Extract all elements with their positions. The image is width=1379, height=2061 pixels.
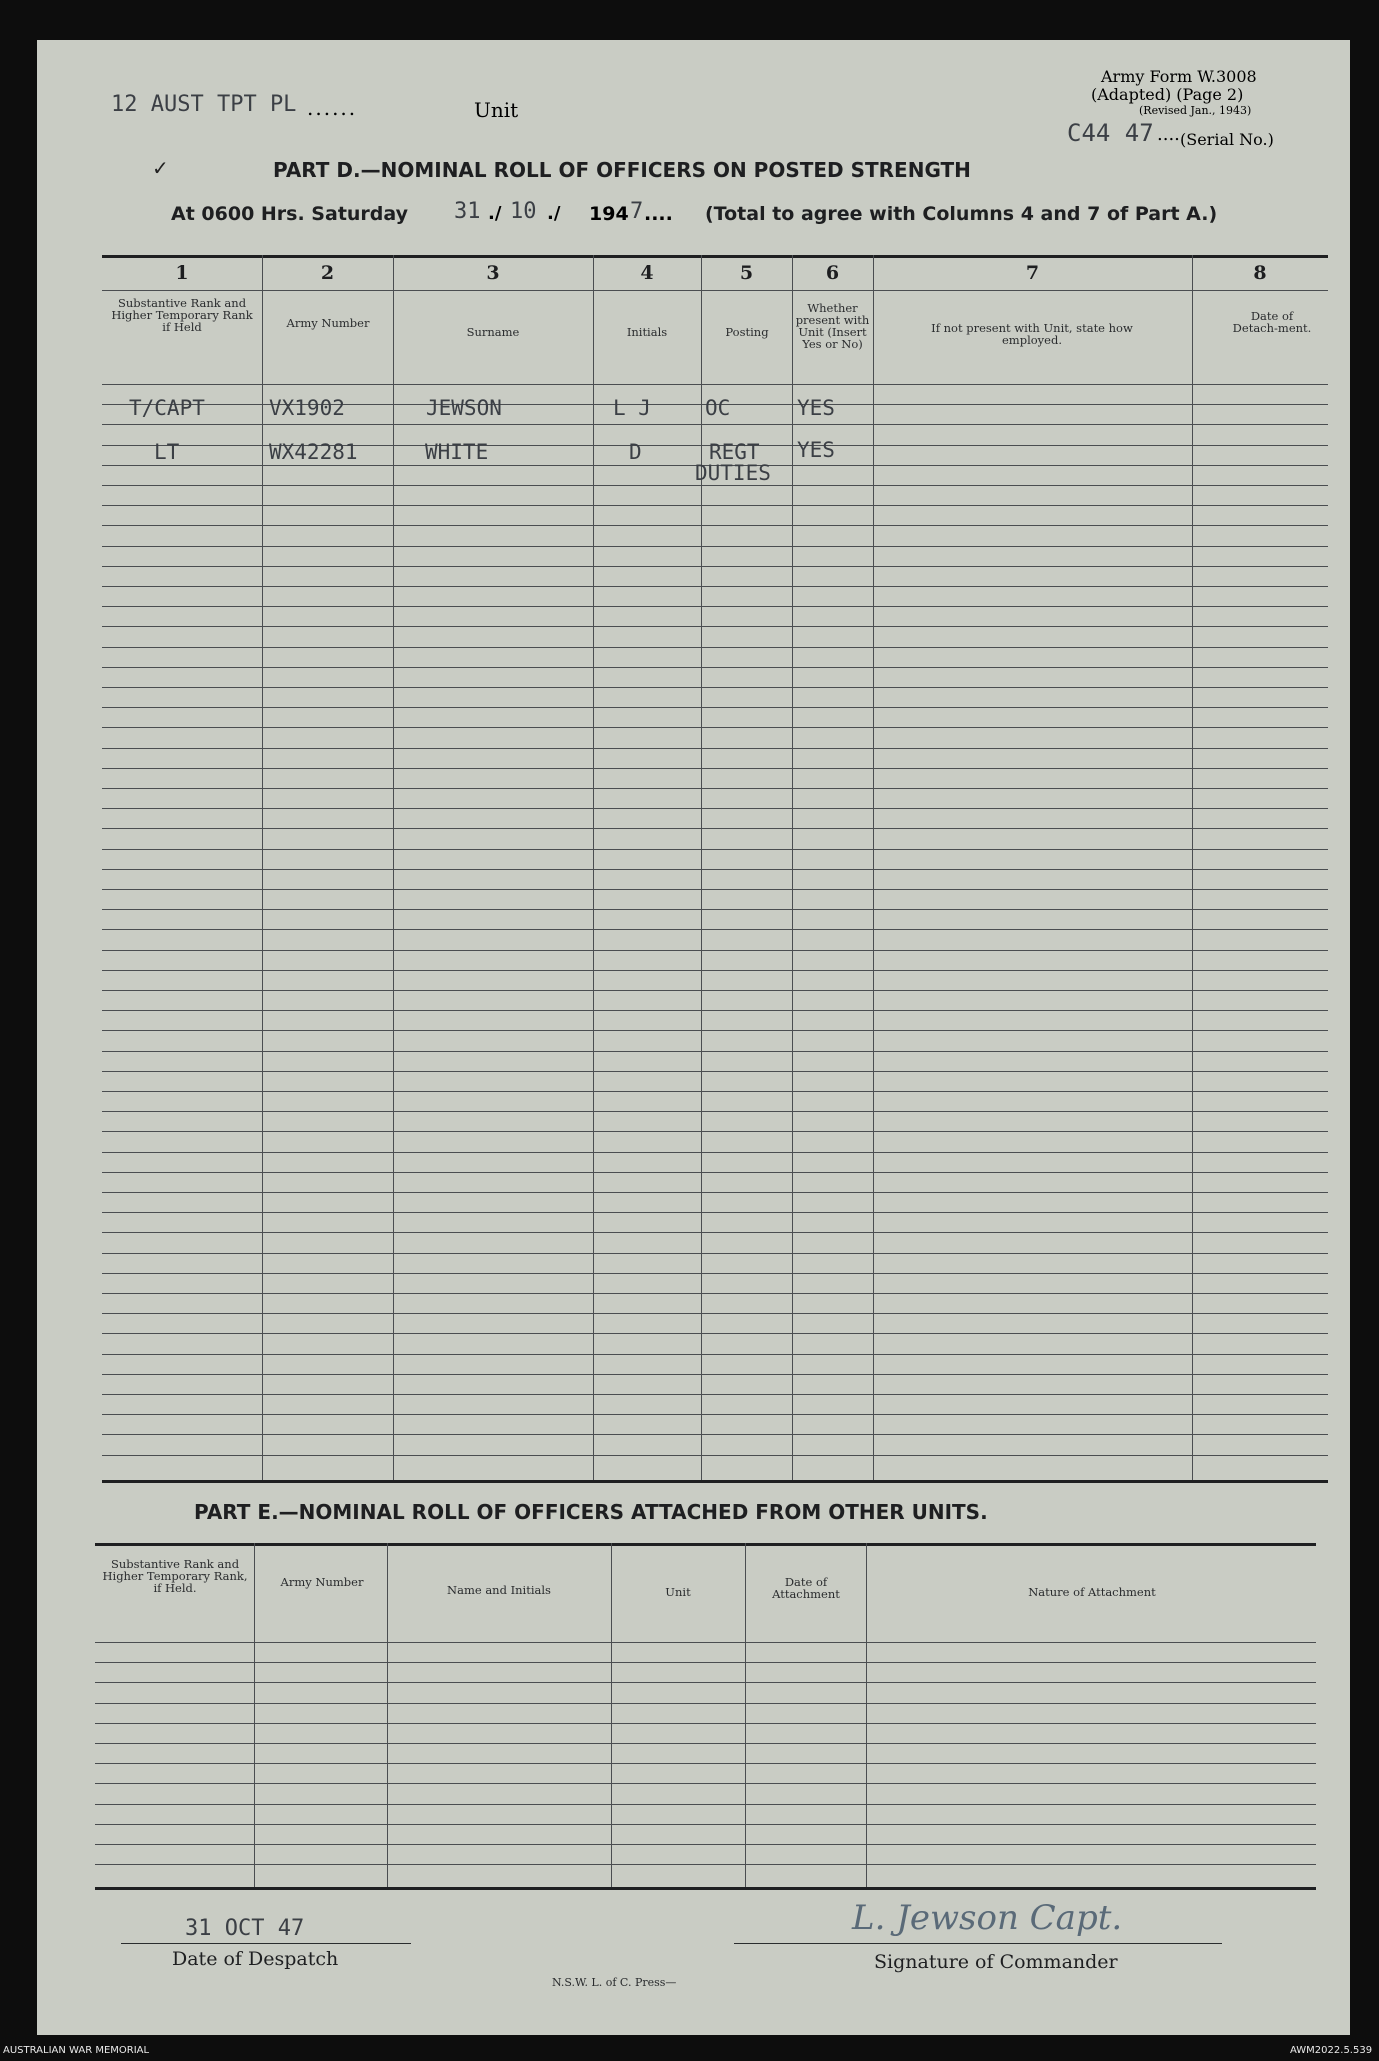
ruled-line [102,1253,1328,1254]
col-num-2: 2 [320,262,335,284]
unit-dots: ...... [307,96,358,120]
date-sep-2: ./ [547,203,561,224]
part-e-head-nature: Nature of Attachment [1028,1585,1156,1599]
form-sheet [37,40,1350,2035]
serial-dots: .... [1157,124,1180,145]
footer-right: AWM2022.5.539 [1290,2045,1373,2056]
row2-surname: WHITE [425,440,489,464]
ruled-line [102,1354,1328,1355]
ruled-line [102,1152,1328,1153]
ruled-line [95,1804,1316,1805]
col-head-how-employed: If not present with Unit, state how employed. [931,321,1133,347]
ruled-line [102,950,1328,951]
part-e-head-army-number: Army Number [280,1575,364,1589]
ruled-line [102,1414,1328,1415]
unit-label: Unit [474,98,519,122]
date-day: 31 [454,199,481,224]
date-sep-1: ./ [488,203,502,224]
col-head-date-detach: Date of Detach-ment. [1232,309,1312,335]
ruled-line [102,586,1328,587]
col-head-surname: Surname [466,325,520,339]
army-form: Army Form W.3008 [1101,67,1257,86]
ruled-line [95,1844,1316,1845]
row2-army-number: WX42281 [269,440,358,464]
ruled-line [102,1212,1328,1213]
ruled-line [95,1662,1316,1663]
part-e-head-unit: Unit [665,1585,691,1599]
ruled-line [102,546,1328,547]
at-time-text: At 0600 Hrs. Saturday [171,203,409,225]
ruled-line [95,1703,1316,1704]
ruled-line [95,1783,1316,1784]
ruled-line [102,606,1328,607]
ruled-line [102,707,1328,708]
col-head-present: Whether present with Unit (Insert Yes or No) [795,301,870,351]
ruled-line [102,828,1328,829]
ruled-line [102,485,1328,486]
row1-army-number: VX1902 [269,396,345,420]
row2-present: YES [797,438,835,462]
col-num-6: 6 [825,262,840,284]
part-e-head-name: Name and Initials [447,1583,551,1597]
ruled-line [102,667,1328,668]
ruled-line [95,1723,1316,1724]
part-d-title: PART D.—NOMINAL ROLL OF OFFICERS ON POSTED STRENGTH [273,158,971,182]
ruled-line [102,1394,1328,1395]
col-head-posting: Posting [725,325,769,339]
ruled-line [102,768,1328,769]
ruled-line [102,1030,1328,1031]
col-num-7: 7 [1025,262,1040,284]
row2-posting: REGT [709,440,760,464]
ruled-line [102,1111,1328,1112]
part-e-head-date-attachment: Date of Attachment [772,1575,840,1601]
adapted: (Adapted) (Page 2) [1091,85,1244,104]
ruled-line [102,1455,1328,1456]
part-e-title: PART E.—NOMINAL ROLL OF OFFICERS ATTACHED FROM OTHER UNITS. [194,1500,988,1524]
ruled-line [102,990,1328,991]
ruled-line [95,1743,1316,1744]
commander-signature: L. Jewson Capt. [852,1898,1123,1938]
ruled-line [95,1682,1316,1683]
serial-label: (Serial No.) [1180,130,1274,149]
ruled-line [102,970,1328,971]
ruled-line [102,525,1328,526]
ruled-line [102,384,1328,385]
ruled-line [95,1864,1316,1865]
col-num-5: 5 [739,262,754,284]
despatch-label: Date of Despatch [172,1948,339,1970]
ruled-line [102,1091,1328,1092]
row1-present: YES [797,396,835,420]
ruled-line [95,1763,1316,1764]
ruled-line [95,1824,1316,1825]
total-text: (Total to agree with Columns 4 and 7 of Part A.) [705,203,1218,225]
ruled-line [102,1172,1328,1173]
col-num-8: 8 [1253,262,1267,284]
ruled-line [102,1374,1328,1375]
serial-value: C44 47 [1067,119,1154,147]
year-suffix: 7 [630,199,644,224]
ruled-line [102,869,1328,870]
ruled-line [102,505,1328,506]
col-head-army-number: Army Number [286,316,370,330]
ruled-line [102,788,1328,789]
row1-surname: JEWSON [426,396,502,420]
row1-posting: OC [705,396,731,420]
ruled-line [102,909,1328,910]
despatch-date: 31 OCT 47 [185,1916,305,1941]
ruled-line [102,1192,1328,1193]
footer-left: AUSTRALIAN WAR MEMORIAL [3,2045,150,2056]
ruled-line [102,1010,1328,1011]
ruled-line [102,889,1328,890]
col-num-1: 1 [175,262,189,284]
ruled-line [95,1642,1316,1643]
row2-rank: LT [154,440,180,464]
ruled-line [102,687,1328,688]
date-month: 10 [510,199,537,224]
ruled-line [102,808,1328,809]
ruled-line [102,424,1328,425]
row1-rank: T/CAPT [129,396,205,420]
col-head-initials: Initials [626,325,668,339]
year-dots: .... [644,203,673,225]
ruled-line [102,1131,1328,1132]
printer-imprint: N.S.W. L. of C. Press— [552,1976,677,1989]
ruled-line [102,1051,1328,1052]
ruled-line [102,647,1328,648]
col-num-4: 4 [640,262,654,284]
ruled-line [102,849,1328,850]
col-head-rank: Substantive Rank and Higher Temporary Rank if Held [111,296,253,334]
ruled-line [102,1333,1328,1334]
ruled-line [102,566,1328,567]
row2-posting-line2: DUTIES [695,461,771,485]
ruled-line [102,1293,1328,1294]
ruled-line [102,626,1328,627]
ruled-line [102,1313,1328,1314]
row1-initials: L J [613,396,651,420]
year-prefix: 194 [589,203,629,225]
ruled-line [102,748,1328,749]
ruled-line [102,929,1328,930]
unit-value: 12 AUST TPT PL [111,92,297,117]
signature-label: Signature of Commander [874,1951,1118,1973]
ruled-line [102,1273,1328,1274]
ruled-line [102,1232,1328,1233]
revised: (Revised Jan., 1943) [1139,104,1252,117]
part-e-head-rank: Substantive Rank and Higher Temporary Rank, if Held. [102,1557,248,1595]
ruled-line [102,727,1328,728]
row2-initials: D [629,440,642,464]
tick-mark: ✓ [152,156,169,180]
ruled-line [102,1071,1328,1072]
col-num-3: 3 [486,262,500,284]
ruled-line [102,1434,1328,1435]
